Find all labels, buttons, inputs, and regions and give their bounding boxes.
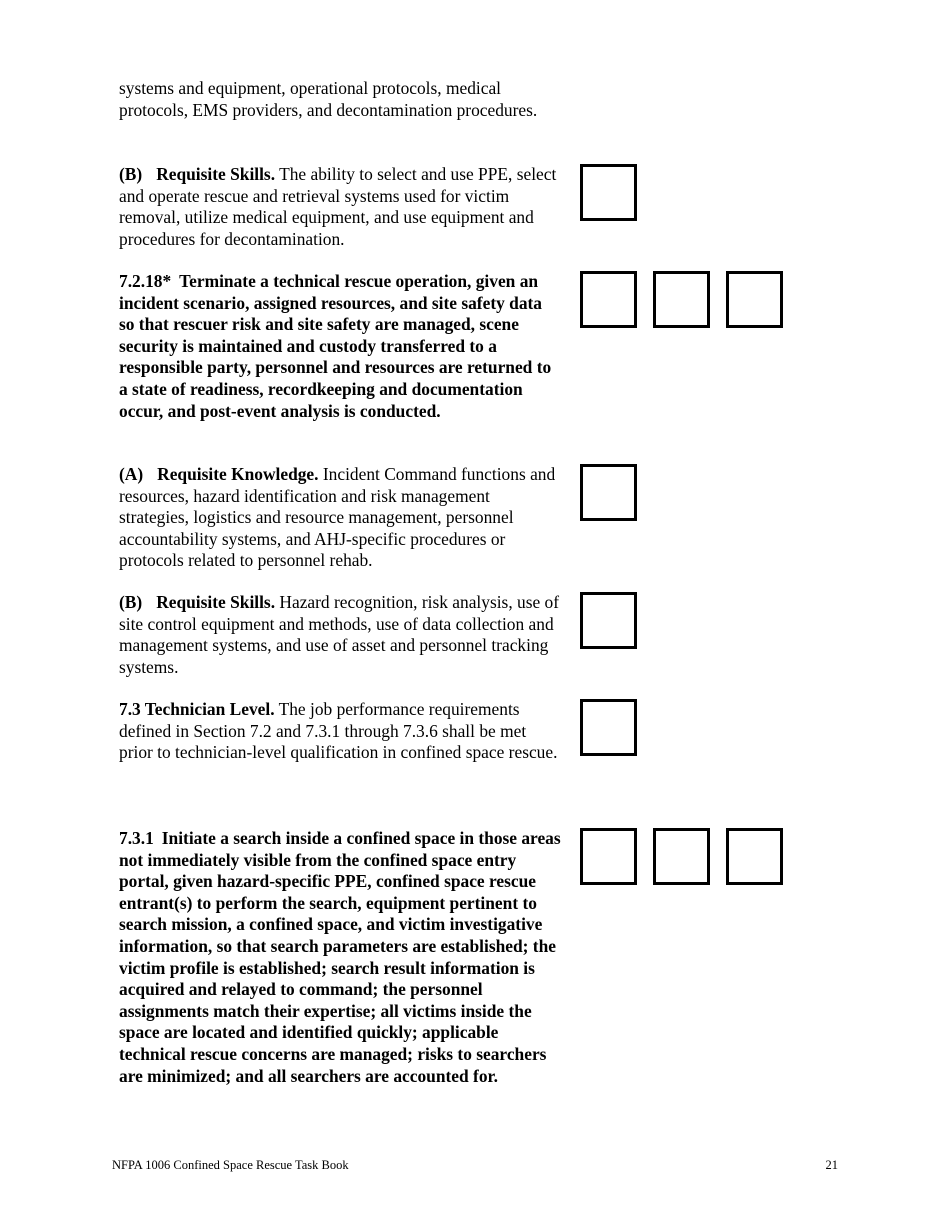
label-text: 7.3 Technician Level.: [119, 699, 275, 719]
label-text: Requisite Knowledge.: [157, 464, 319, 484]
paragraph-label: [119, 464, 319, 484]
signoff-boxes: [580, 164, 637, 221]
signoff-boxes: [580, 699, 637, 756]
requisite-skills-paragraph: [119, 164, 561, 250]
jpr-paragraph: [119, 828, 561, 1087]
footer-title: NFPA 1006 Confined Space Rescue Task Book: [112, 1158, 349, 1172]
continuation-paragraph: [119, 78, 561, 121]
signoff-checkbox[interactable]: [580, 271, 637, 328]
jpr-paragraph: [119, 271, 561, 422]
paragraph-text: Incident Command functions and resources, hazard identification and risk management strategies, logistics and resource management, personnel accountability systems, and AHJ-specific procedures or protocols related to personnel rehab.: [119, 464, 556, 571]
paragraph-number: (B): [119, 164, 143, 184]
signoff-checkbox[interactable]: [580, 699, 637, 756]
requisite-knowledge-paragraph: [119, 464, 561, 572]
signoff-checkbox[interactable]: [653, 271, 710, 328]
signoff-checkbox[interactable]: [726, 271, 783, 328]
paragraph-label: [119, 164, 275, 184]
paragraph-number: (B): [119, 592, 143, 612]
signoff-boxes: [580, 464, 637, 521]
paragraph-text: systems and equipment, operational protocols, medical protocols, EMS providers, and decontamination procedures.: [119, 78, 538, 120]
paragraph-text: The job performance requirements defined in Section 7.2 and 7.3.1 through 7.3.6 shall be met prior to technician-level qualification in confined space rescue.: [119, 699, 558, 763]
signoff-boxes: [580, 592, 637, 649]
page-number: 21: [825, 1158, 838, 1172]
paragraph-text: Terminate a technical rescue operation, given an incident scenario, assigned resources, and site safety data so that rescuer risk and site safety are managed, scene security is maintained and custody transferred to a responsible party, personnel and resources are returned to a state of readiness, recordkeeping and documentation occur, and post-event analysis is conducted.: [119, 271, 552, 421]
signoff-checkbox[interactable]: [726, 828, 783, 885]
signoff-checkbox[interactable]: [580, 464, 637, 521]
signoff-checkbox[interactable]: [580, 828, 637, 885]
paragraph-text: The ability to select and use PPE, select and operate rescue and retrieval systems used for victim removal, utilize medical equipment, and use equipment and procedures for decontamination.: [119, 164, 557, 249]
label-text: Requisite Skills.: [156, 592, 276, 612]
technician-level-paragraph: [119, 699, 561, 764]
signoff-boxes: [580, 828, 783, 885]
paragraph-text: Initiate a search inside a confined space in those areas not immediately visible from the confined space entry portal, given hazard-specific PPE, confined space rescue entrant(s) to perform the search, equipment pertinent to search mission, a confined space, and victim investigative information, so that search parameters are established; the victim profile is established; search result information is acquired and relayed to command; the personnel assignments match their expertise; all victims inside the space are located and identified quickly; applicable technical rescue concerns are managed; risks to searchers are minimized; and all searchers are accounted for.: [119, 828, 561, 1086]
label-text: Requisite Skills.: [156, 164, 276, 184]
signoff-checkbox[interactable]: [580, 164, 637, 221]
paragraph-number: (A): [119, 464, 144, 484]
signoff-boxes: [580, 271, 783, 328]
paragraph-label: [119, 592, 275, 612]
signoff-checkbox[interactable]: [580, 592, 637, 649]
requisite-skills-paragraph: [119, 592, 561, 678]
paragraph-number: 7.2.18*: [119, 271, 172, 291]
signoff-checkbox[interactable]: [653, 828, 710, 885]
paragraph-number: 7.3.1: [119, 828, 154, 848]
paragraph-text: Hazard recognition, risk analysis, use of site control equipment and methods, use of data collection and management systems, and use of asset and personnel tracking systems.: [119, 592, 560, 677]
